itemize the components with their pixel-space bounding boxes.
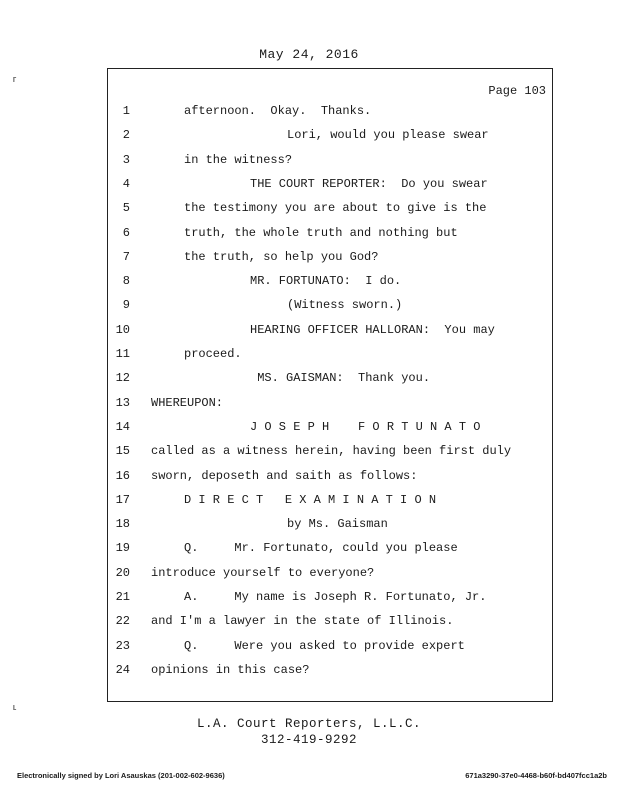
line-number: 6	[122, 225, 130, 240]
transcript-line	[0, 201, 618, 225]
line-text: (Witness sworn.)	[287, 298, 403, 313]
transcript-line	[0, 371, 618, 395]
line-number: 14	[115, 419, 130, 434]
line-number: 24	[115, 662, 130, 677]
transcript-line	[0, 493, 618, 517]
line-number: 9	[122, 298, 130, 313]
line-number: 15	[115, 444, 130, 459]
line-text: truth, the whole truth and nothing but	[184, 225, 458, 240]
line-number: 18	[115, 517, 130, 532]
line-number: 10	[115, 322, 130, 337]
transcript-line	[0, 663, 618, 687]
line-number: 2	[122, 128, 130, 143]
document-hash: 671a3290-37e0-4468-b60f-bd407fcc1a2b	[465, 771, 607, 780]
line-number: 16	[115, 468, 130, 483]
line-text: Q. Mr. Fortunato, could you please	[184, 541, 458, 556]
line-number: 21	[115, 590, 130, 604]
reporter-phone: 312-419-9292	[260, 733, 357, 747]
line-text: D I R E C T E X A M I N A T I O N	[184, 492, 437, 507]
transcript-date: May 24, 2016	[259, 47, 359, 62]
transcript-line	[0, 250, 618, 274]
transcript-line	[0, 420, 618, 444]
transcript-line	[0, 469, 618, 493]
line-number: 19	[115, 541, 130, 556]
scan-mark-icon: ⸤	[12, 696, 18, 712]
line-text: the testimony you are about to give is the	[184, 201, 487, 216]
line-text: sworn, deposeth and saith as follows:	[151, 468, 418, 483]
line-number: 17	[115, 492, 130, 507]
transcript-line	[0, 566, 618, 590]
line-text: J O S E P H F O R T U N A T O	[250, 419, 481, 434]
transcript-line	[0, 590, 618, 614]
line-text: called as a witness herein, having been first duly	[151, 444, 512, 459]
line-number: 3	[122, 152, 130, 167]
line-text: the truth, so help you God?	[184, 249, 379, 264]
line-text: Lori, would you please swear	[287, 128, 489, 143]
line-number: 13	[115, 395, 130, 410]
transcript-line	[0, 614, 618, 638]
line-number: 7	[122, 249, 130, 264]
line-text: MR. FORTUNATO: I do.	[250, 274, 402, 289]
transcript-line	[0, 541, 618, 565]
line-text: WHEREUPON:	[151, 395, 224, 410]
transcript-line	[0, 226, 618, 250]
scan-mark-icon: ⸢	[12, 76, 18, 92]
transcript-line	[0, 444, 618, 468]
line-number: 20	[115, 565, 130, 580]
transcript-line	[0, 177, 618, 201]
line-number: 8	[122, 274, 130, 289]
line-text: by Ms. Gaisman	[287, 517, 388, 532]
line-number: 5	[122, 201, 130, 216]
line-text: MS. GAISMAN: Thank you.	[250, 371, 431, 386]
line-text: proceed.	[184, 347, 242, 361]
transcript-line	[0, 128, 618, 152]
transcript-line	[0, 639, 618, 663]
transcript-line	[0, 347, 618, 371]
line-text: HEARING OFFICER HALLORAN: You may	[250, 322, 495, 337]
line-number: 23	[115, 638, 130, 653]
line-text: A. My name is Joseph R. Fortunato, Jr.	[184, 590, 487, 604]
line-number: 4	[122, 176, 130, 191]
reporter-company: L.A. Court Reporters, L.L.C.	[196, 717, 422, 731]
line-number: 12	[115, 371, 130, 386]
transcript-line	[0, 298, 618, 322]
line-text: introduce yourself to everyone?	[151, 565, 375, 580]
line-text: in the witness?	[184, 152, 293, 167]
line-number: 22	[115, 614, 130, 629]
transcript-line	[0, 517, 618, 541]
electronic-signature-note: Electronically signed by Lori Asauskas (201-002-602-9636)	[17, 771, 225, 780]
page-number: Page 103	[488, 84, 546, 98]
line-text: opinions in this case?	[151, 662, 310, 677]
transcript-line	[0, 323, 618, 347]
line-number: 11	[115, 347, 130, 361]
line-number: 1	[122, 104, 130, 118]
line-text: Q. Were you asked to provide expert	[184, 638, 465, 653]
line-text: afternoon. Okay. Thanks.	[184, 104, 372, 118]
transcript-line	[0, 104, 618, 128]
line-text: THE COURT REPORTER: Do you swear	[250, 176, 488, 191]
transcript-line	[0, 274, 618, 298]
line-text: and I'm a lawyer in the state of Illinois.	[151, 614, 454, 629]
transcript-line	[0, 396, 618, 420]
transcript-line	[0, 153, 618, 177]
